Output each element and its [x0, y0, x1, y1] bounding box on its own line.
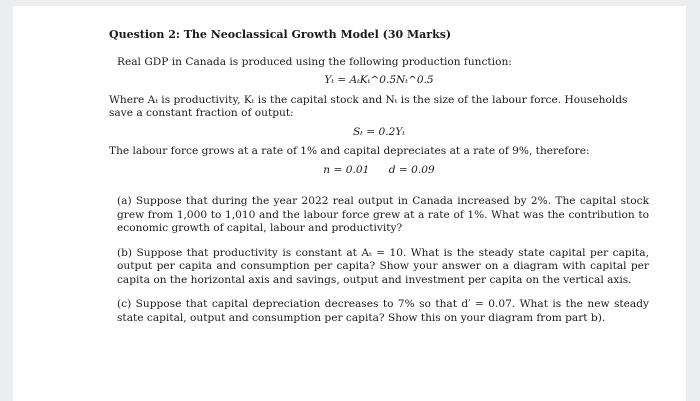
growth-rates-text: The labour force grows at a rate of 1% and capital depreciates at a rate of 9%, therefore: — [109, 145, 590, 157]
intro-text: Real GDP in Canada is produced using the following production function: — [117, 55, 512, 68]
question-content — [109, 28, 649, 336]
savings-equation: Sₜ = 0.2Yₜ — [353, 125, 405, 138]
document-page — [13, 6, 686, 401]
part-a: (a) Suppose that during the year 2022 real output in Canada increased by 2%. The capital stock grew from 1,000 to 1,010 and the labour force grew at a rate of 1%. What was the contribution to economic growth of capital, labour and productivity? — [117, 195, 649, 234]
production-function-equation: Yₜ = AₜKₜ^0.5Nₜ^0.5 — [324, 74, 434, 86]
labour-growth-equation: n = 0.01 — [323, 163, 370, 176]
question-title: Question 2: The Neoclassical Growth Model (30 Marks) — [109, 28, 452, 41]
depreciation-equation: d = 0.09 — [388, 163, 435, 176]
definitions-text: Where Aₜ is productivity, Kₜ is the capital stock and Nₜ is the size of the labour force. Households save a constant fraction of output: — [109, 93, 628, 119]
part-c: (c) Suppose that capital depreciation decreases to 7% so that d′ = 0.07. What is the new steady state capital, output and consumption per capita? Show this on your diagram from part b). — [117, 298, 649, 324]
part-b: (b) Suppose that productivity is constant at Aₜ = 10. What is the steady state capital per capita, output per capita and consumption per capita? Show your answer on a diagram with capital per capita on the horizontal axis and savings, output and investment per capita on the vertical axis. — [117, 246, 649, 286]
rates-equations — [109, 164, 649, 178]
